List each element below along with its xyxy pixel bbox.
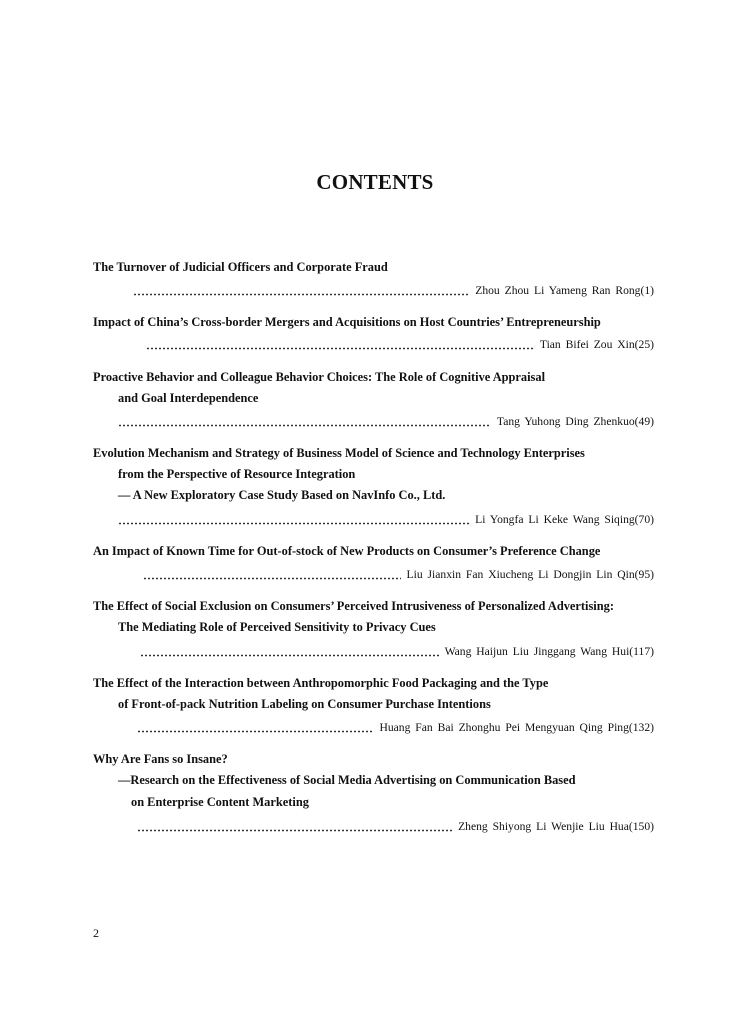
entry-title-line: —Research on the Effectiveness of Social Media Advertising on Communication Based <box>118 773 576 787</box>
entry-author-line <box>118 510 654 526</box>
leader-dots <box>133 285 469 297</box>
page-number: 2 <box>93 926 99 940</box>
leader-dots <box>146 339 534 351</box>
entry-authors: Liu Jianxin Fan Xiucheng Li Dongjin Lin Qin(95) <box>406 568 654 581</box>
leader-dots <box>118 514 469 526</box>
entry-author-line <box>140 642 654 658</box>
entry-title-line: The Effect of the Interaction between Anthropomorphic Food Packaging and the Type <box>93 676 549 690</box>
entry-title-line: The Effect of Social Exclusion on Consumers’ Perceived Intrusiveness of Personalized Advertising: <box>93 599 614 613</box>
entry-authors: Zhou Zhou Li Yameng Ran Rong(1) <box>475 284 654 297</box>
leader-dots <box>137 821 452 833</box>
entry-title-line: The Turnover of Judicial Officers and Corporate Fraud <box>93 260 388 274</box>
entry-author-line <box>137 817 654 833</box>
entry-title-line: Evolution Mechanism and Strategy of Business Model of Science and Technology Enterprises <box>93 446 585 460</box>
entry-authors: Tian Bifei Zou Xin(25) <box>539 338 654 351</box>
entry-authors: Li Yongfa Li Keke Wang Siqing(70) <box>475 513 654 526</box>
entry-title-line: Proactive Behavior and Colleague Behavior Choices: The Role of Cognitive Appraisal <box>93 370 546 384</box>
entry-title-line: from the Perspective of Resource Integration <box>118 467 356 481</box>
entry-title-line: of Front-of-pack Nutrition Labeling on Consumer Purchase Intentions <box>118 697 491 711</box>
entry-authors: Huang Fan Bai Zhonghu Pei Mengyuan Qing Ping(132) <box>379 721 654 734</box>
entry-authors: Wang Haijun Liu Jinggang Wang Hui(117) <box>444 645 654 658</box>
entry-title-line: Impact of China’s Cross-border Mergers and Acquisitions on Host Countries’ Entrepreneurship <box>93 315 601 329</box>
entry-title-line: and Goal Interdependence <box>118 391 259 405</box>
leader-dots <box>137 722 373 734</box>
entry-author-line <box>137 718 654 734</box>
entry-title-line: — A New Exploratory Case Study Based on NavInfo Co., Ltd. <box>118 488 446 502</box>
entry-title-line: An Impact of Known Time for Out-of-stock of New Products on Consumer’s Preference Change <box>93 544 601 558</box>
entry-author-line <box>133 281 654 297</box>
entry-title-line: on Enterprise Content Marketing <box>131 795 309 809</box>
page-title: CONTENTS <box>316 170 434 194</box>
entry-title-line: Why Are Fans so Insane? <box>93 752 228 766</box>
leader-dots <box>143 569 401 581</box>
leader-dots <box>118 416 491 428</box>
entry-authors: Tang Yuhong Ding Zhenkuo(49) <box>496 415 654 428</box>
entry-authors: Zheng Shiyong Li Wenjie Liu Hua(150) <box>458 820 654 833</box>
entry-author-line <box>118 412 654 428</box>
entry-author-line <box>143 565 654 581</box>
entry-title-line: The Mediating Role of Perceived Sensitivity to Privacy Cues <box>118 620 436 634</box>
entry-author-line <box>146 335 654 351</box>
leader-dots <box>140 646 439 658</box>
